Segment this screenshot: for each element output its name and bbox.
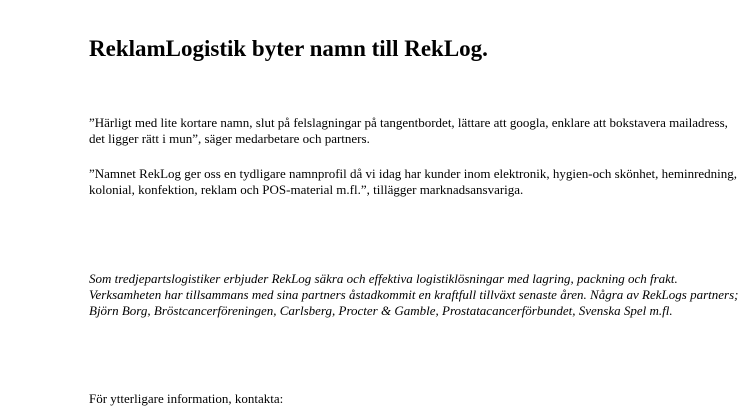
contact-line: För ytterligare information, kontakta:: [89, 391, 284, 406]
quote-paragraph-2: ”Namnet RekLog ger oss en tydligare namnprofil då vi idag har kunder inom elektronik, hygien-och skönhet, heminredning, kolonial, konfektion, reklam och POS-material m.fl.”, tillägger marknadsansvariga.: [89, 166, 738, 197]
document-title: ReklamLogistik byter namn till RekLog.: [89, 36, 488, 61]
quote-paragraph-1: ”Härligt med lite kortare namn, slut på felslagningar på tangentbordet, lättare att googla, enklare att bokstavera mailadress, det ligger rätt i mun”, säger medarbetare och partners.: [89, 115, 728, 146]
company-description-paragraph: Som tredjepartslogistiker erbjuder RekLog säkra och effektiva logistiklösningar med lagring, packning och frakt. Verksamheten har tillsammans med sina partners åstadkommit en kraftfull tillväxt senaste åren. Några av RekLogs partners; Björn Borg, Bröstcancerföreningen, Carlsberg, Procter & Gamble, Prostatacancerförbundet, Svenska Spel m.fl.: [89, 271, 739, 318]
